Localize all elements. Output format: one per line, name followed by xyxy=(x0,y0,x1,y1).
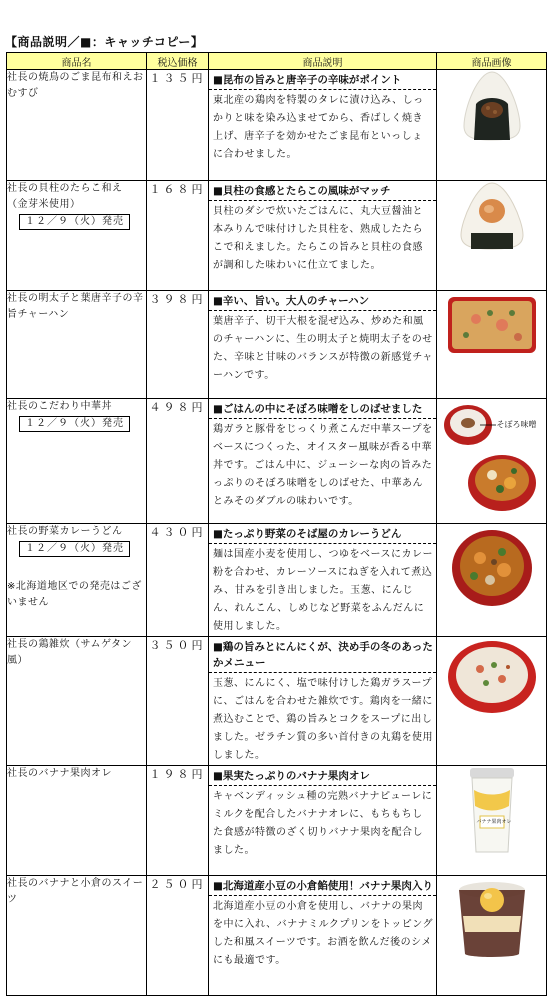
product-image-cell xyxy=(437,399,547,524)
catch-copy: ■鶏の旨みとにんにくが、決め手の冬のあったかメニュー xyxy=(209,637,436,673)
release-date-badge: １２／９（火）発売 xyxy=(19,214,130,230)
table-row xyxy=(7,70,547,181)
product-price: ３９８円 xyxy=(147,291,209,399)
product-price: １６８円 xyxy=(147,181,209,291)
product-name: 社長のこだわり中華丼 xyxy=(7,401,112,412)
table-row xyxy=(7,524,547,637)
header-price: 税込価格 xyxy=(147,53,209,70)
product-image-cell xyxy=(437,291,547,399)
product-name: 社長の野菜カレーうどん xyxy=(7,526,123,537)
product-description-cell xyxy=(209,766,437,876)
table-row xyxy=(7,766,547,876)
image-label: そぼろ味噌 xyxy=(496,420,537,429)
description-text: キャベンディッシュ種の完熟バナナピューレにミルクを配合したバナナオレに、もちもちした食感が特徴のざく切りバナナ果肉を配合しました。 xyxy=(213,791,433,856)
product-name: 社長の貝柱のたらこ和え xyxy=(7,183,123,194)
image-label: バナナ果肉オレ xyxy=(476,819,512,825)
description-text: 麺は国産小麦を使用し、つゆをベースにカレー粉を合わせ、カレーソースにねぎを入れて煮込み、甘みを引き出しました。玉葱、にんじん、れんこん、しめじなど野菜をふんだんに使用しました。 xyxy=(213,549,433,632)
catch-copy: ■辛い、旨い。大人のチャーハン xyxy=(209,291,436,311)
product-price: ４９８円 xyxy=(147,399,209,524)
zosui-image xyxy=(446,637,538,717)
banana-sweets-image xyxy=(455,876,529,960)
product-price: １３５円 xyxy=(147,70,209,181)
catch-copy: ■ごはんの中にそぼろ味噌をしのばせました xyxy=(209,399,436,419)
product-price: ４３０円 xyxy=(147,524,209,637)
product-image-cell xyxy=(437,70,547,181)
curry-udon-image xyxy=(450,524,534,610)
product-description-cell xyxy=(209,524,437,637)
product-name: 社長のバナナと小倉のスイーツ xyxy=(7,878,144,905)
product-name-cell xyxy=(7,181,147,291)
table-row xyxy=(7,181,547,291)
product-name-cell xyxy=(7,524,147,637)
product-description-cell xyxy=(209,637,437,766)
product-name-cell xyxy=(7,291,147,399)
product-name: 社長の焼鳥のごま昆布和えおむすび xyxy=(7,72,144,99)
table-row xyxy=(7,876,547,996)
product-image-cell xyxy=(437,524,547,637)
release-date-badge: １２／９（火）発売 xyxy=(19,416,130,432)
product-name: 社長のバナナ果肉オレ xyxy=(7,768,112,779)
catch-copy: ■昆布の旨みと唐辛子の辛味がポイント xyxy=(209,70,436,90)
banana-milk-cup-image xyxy=(462,766,522,856)
description-text: 鶏ガラと豚骨をじっくり煮こんだ中華スープをベースにつくった、オイスター風味が香る中華丼です。ごはん中に、ジューシーな肉の旨みたっぷりのそぼろ味噌をしのばせた、中華あんとみそのダブルの味わいです。 xyxy=(213,424,433,507)
onigiri-seaweed-image xyxy=(462,70,522,142)
description-text: 東北産の鶏肉を特製のタレに漬け込み、しっかりと味を染み込ませてから、香ばしく焼き上げ、唐辛子を効かせたごま昆布といっしょに合わせました。 xyxy=(213,95,424,160)
product-image-cell xyxy=(437,876,547,996)
table-header-row xyxy=(7,53,547,70)
product-name: 社長の鶏雑炊（サムゲタン風） xyxy=(7,639,132,666)
catch-copy: ■北海道産小豆の小倉餡使用！バナナ果肉入り xyxy=(209,876,436,896)
product-description-cell xyxy=(209,399,437,524)
catch-copy: ■貝柱の食感とたらこの風味がマッチ xyxy=(209,181,436,201)
description-text: 北海道産小豆の小倉を使用し、バナナの果肉を中に入れ、バナナミルクプリンをトッピングした和風スイーツです。お酒を飲んだ後のシメにも最適です。 xyxy=(213,901,433,966)
chuka-don-image xyxy=(440,399,544,517)
description-text: 葉唐辛子、切干大根を混ぜ込み、炒めた和風のチャーハンに、生の明太子と焼明太子をのせた、辛味と甘味のバランスが特徴の新感覚チャーハンです。 xyxy=(213,316,433,381)
description-text: 貝柱のダシで炊いたごはんに、丸大豆醤油と本みりんで味付けした貝柱を、熟成したたらこで和えました。たらこの旨みと貝柱の食感が調和した味わいに仕立てました。 xyxy=(213,206,423,271)
fried-rice-image xyxy=(446,291,538,357)
product-subnote: （金芽米使用） xyxy=(7,199,81,210)
onigiri-tarako-image xyxy=(459,181,525,251)
product-price: ３５０円 xyxy=(147,637,209,766)
table-row xyxy=(7,291,547,399)
product-name: 社長の明太子と葉唐辛子の辛旨チャーハン xyxy=(7,293,144,320)
product-image-cell xyxy=(437,181,547,291)
product-description-cell xyxy=(209,876,437,996)
product-description-cell xyxy=(209,291,437,399)
product-name-cell xyxy=(7,637,147,766)
product-name-cell xyxy=(7,399,147,524)
product-price: ２５０円 xyxy=(147,876,209,996)
table-row xyxy=(7,399,547,524)
release-date-badge: １２／９（火）発売 xyxy=(19,541,130,557)
region-note: ※北海道地区での発売はございません xyxy=(7,581,142,608)
product-name-cell xyxy=(7,70,147,181)
catch-copy: ■たっぷり野菜のそば屋のカレーうどん xyxy=(209,524,436,544)
product-image-cell xyxy=(437,766,547,876)
product-price: １９８円 xyxy=(147,766,209,876)
header-description: 商品説明 xyxy=(209,53,437,70)
header-image: 商品画像 xyxy=(437,53,547,70)
product-description-cell xyxy=(209,70,437,181)
section-title: 【商品説明／■：キャッチコピー】 xyxy=(5,35,204,49)
product-name-cell xyxy=(7,766,147,876)
header-product-name: 商品名 xyxy=(7,53,147,70)
description-text: 玉葱、にんにく、塩で味付けした鶏ガラスープに、ごはんを合わせた雑炊です。鶏肉を一緒に煮込むことで、鶏の旨みとコクをスープに出しました。ゼラチン質の多い首付きの丸鶏を使用しました。 xyxy=(213,678,433,761)
table-row xyxy=(7,637,547,766)
catch-copy: ■果実たっぷりのバナナ果肉オレ xyxy=(209,766,436,786)
product-table xyxy=(6,52,547,996)
product-description-cell xyxy=(209,181,437,291)
product-name-cell xyxy=(7,876,147,996)
product-image-cell xyxy=(437,637,547,766)
